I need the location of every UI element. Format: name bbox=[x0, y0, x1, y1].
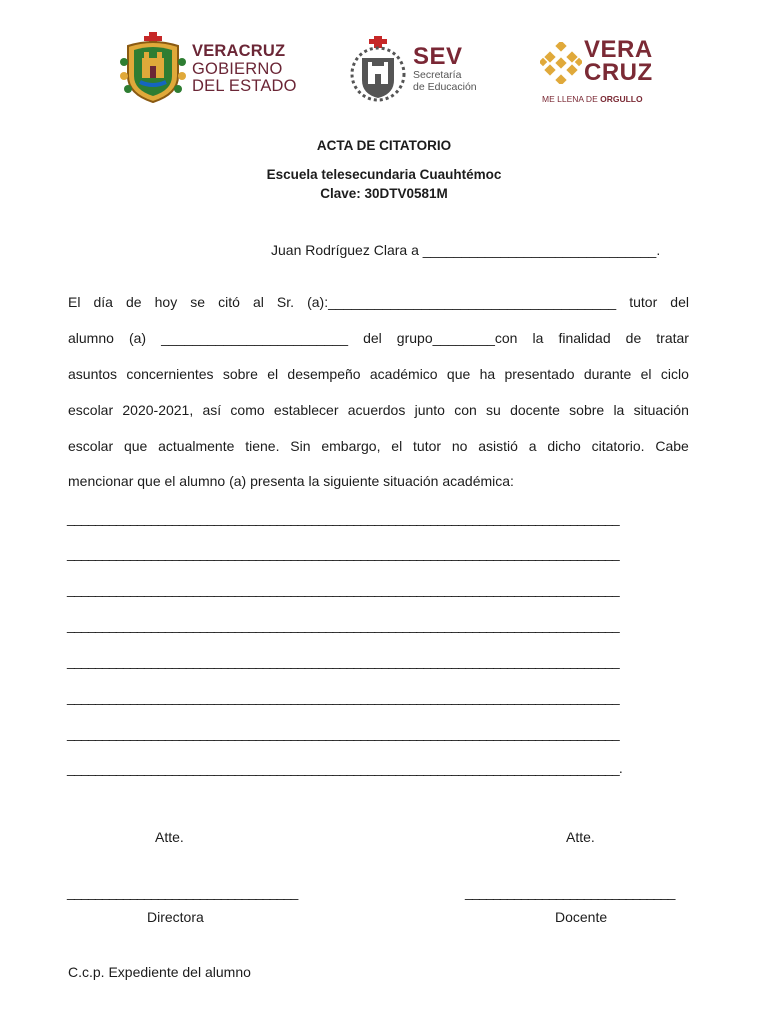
body-word: con bbox=[454, 402, 477, 418]
veracruz-coat-of-arms-icon bbox=[120, 32, 186, 104]
blank-line: _______________________________________________________________________________ bbox=[67, 725, 619, 741]
veracruz-brand-line-2: CRUZ bbox=[584, 58, 653, 86]
body-word: al bbox=[252, 294, 264, 310]
gobierno-line-2: GOBIERNO bbox=[192, 59, 283, 78]
body-word: que bbox=[446, 366, 471, 382]
body-word: 2020-2021, bbox=[122, 402, 194, 418]
directora-label: Directora bbox=[147, 909, 204, 925]
body-word: así bbox=[202, 402, 222, 418]
body-word: desempeño bbox=[287, 366, 361, 382]
body-word: sobre bbox=[222, 366, 258, 382]
left-atte: Atte. bbox=[155, 829, 184, 845]
sev-line-3: de Educación bbox=[413, 80, 477, 93]
body-word: embargo, bbox=[321, 438, 381, 454]
veracruz-tagline bbox=[542, 94, 643, 104]
blank-line: _______________________________________________________________________________ bbox=[67, 510, 619, 526]
body-word: finalidad bbox=[558, 330, 611, 346]
body-word: académico bbox=[369, 366, 438, 382]
body-word: (a):_____________________________________ bbox=[307, 294, 617, 310]
body-row-5 bbox=[68, 438, 689, 454]
body-word: del bbox=[363, 330, 382, 346]
body-word: ________________________ bbox=[161, 330, 349, 346]
body-word: que bbox=[123, 438, 148, 454]
body-word: su bbox=[486, 402, 501, 418]
body-word: Sin bbox=[290, 438, 311, 454]
body-word: presentado bbox=[504, 366, 575, 382]
body-word: a bbox=[528, 438, 537, 454]
tagline-bold: ORGULLO bbox=[600, 94, 643, 104]
veracruz-pattern-icon bbox=[540, 42, 582, 84]
body-word: se bbox=[190, 294, 206, 310]
body-word: tutor bbox=[629, 294, 658, 310]
blank-line: _______________________________________________________________________________ bbox=[67, 617, 619, 633]
body-word: del bbox=[670, 294, 689, 310]
gobierno-logo-text bbox=[192, 43, 297, 95]
body-word: el bbox=[391, 438, 403, 454]
right-signature-line: ______________________________ bbox=[465, 884, 675, 900]
sev-seal-icon bbox=[348, 36, 408, 102]
body-row-3 bbox=[68, 366, 689, 382]
body-word: tiene. bbox=[245, 438, 280, 454]
body-word: dicho bbox=[547, 438, 581, 454]
veracruz-brand-line-1: VERA bbox=[584, 36, 653, 63]
body-word: citó bbox=[218, 294, 240, 310]
sev-line-2: Secretaría bbox=[413, 69, 462, 81]
body-word: docente bbox=[510, 402, 560, 418]
veracruz-brand-text bbox=[584, 36, 653, 86]
blank-line: _______________________________________________________________________________ bbox=[67, 545, 619, 561]
body-word: escolar bbox=[68, 402, 114, 418]
body-row-4 bbox=[68, 402, 689, 418]
document-title: ACTA DE CITATORIO bbox=[316, 138, 452, 153]
gobierno-line-3: DEL ESTADO bbox=[192, 77, 297, 95]
body-word: no bbox=[451, 438, 468, 454]
left-signature-line: _________________________________ bbox=[67, 884, 298, 900]
gobierno-line-1: VERACRUZ bbox=[192, 42, 286, 60]
school-name: Escuela telesecundaria Cuauhtémoc bbox=[266, 167, 502, 182]
body-word: El bbox=[68, 294, 81, 310]
body-row-2 bbox=[68, 330, 689, 346]
body-word: escolar bbox=[68, 438, 114, 454]
blank-line: _______________________________________________________________________________ bbox=[67, 689, 619, 705]
body-word: el bbox=[267, 366, 279, 382]
body-word: la bbox=[532, 330, 544, 346]
body-word: junto bbox=[414, 402, 445, 418]
body-word: durante bbox=[583, 366, 632, 382]
blank-line: _______________________________________________________________________________ bbox=[67, 653, 619, 669]
ccp-note: C.c.p. Expediente del alumno bbox=[68, 964, 251, 980]
sev-logo-text bbox=[413, 45, 477, 92]
body-word: ha bbox=[479, 366, 496, 382]
body-word: grupo________con bbox=[396, 330, 518, 346]
docente-label: Docente bbox=[555, 909, 608, 925]
blank-line-last: _______________________________________________________________________________. bbox=[67, 760, 622, 776]
body-word: día bbox=[93, 294, 113, 310]
body-word: tratar bbox=[656, 330, 689, 346]
tagline-prefix: ME LLENA DE bbox=[542, 94, 601, 104]
sev-line-1: SEV bbox=[413, 43, 463, 70]
body-row-1 bbox=[68, 294, 689, 310]
body-row-6: mencionar que el alumno (a) presenta la siguiente situación académica: bbox=[68, 473, 514, 489]
body-word: concernientes bbox=[126, 366, 214, 382]
body-word: de bbox=[126, 294, 142, 310]
body-word: hoy bbox=[154, 294, 178, 310]
body-word: establecer bbox=[273, 402, 339, 418]
body-word: como bbox=[230, 402, 265, 418]
body-word: asistió bbox=[478, 438, 518, 454]
body-word: citatorio. bbox=[591, 438, 645, 454]
body-word: Sr. bbox=[276, 294, 295, 310]
body-word: el bbox=[640, 366, 652, 382]
body-word: acuerdos bbox=[347, 402, 406, 418]
body-word: la bbox=[613, 402, 625, 418]
body-word: sobre bbox=[569, 402, 605, 418]
body-word: asuntos bbox=[68, 366, 118, 382]
body-word: de bbox=[625, 330, 642, 346]
body-word: actualmente bbox=[158, 438, 235, 454]
right-atte: Atte. bbox=[566, 829, 595, 845]
body-word: ciclo bbox=[660, 366, 689, 382]
body-word: situación bbox=[633, 402, 689, 418]
body-word: Cabe bbox=[655, 438, 689, 454]
blank-line: _______________________________________________________________________________ bbox=[67, 581, 619, 597]
body-word: alumno bbox=[68, 330, 114, 346]
school-clave: Clave: 30DTV0581M bbox=[320, 186, 448, 201]
place-date-line: Juan Rodríguez Clara a ______________________________. bbox=[271, 242, 661, 258]
body-word: tutor bbox=[413, 438, 442, 454]
body-word: (a) bbox=[128, 330, 147, 346]
